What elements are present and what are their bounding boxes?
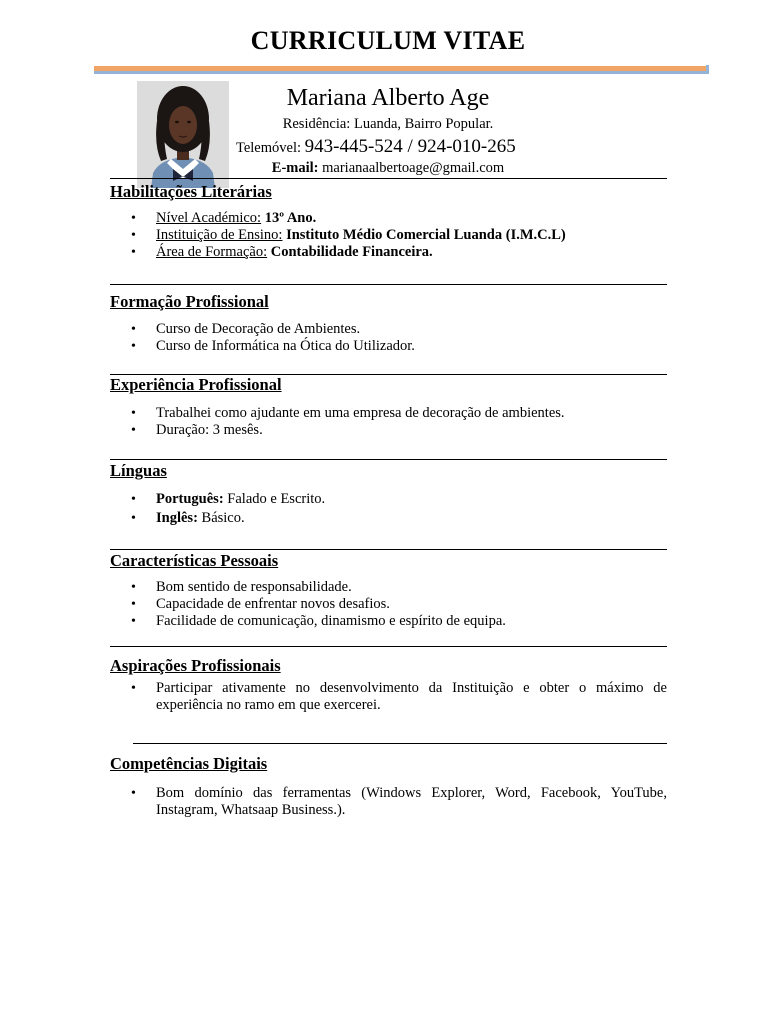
list-item: • Curso de Informática na Ótica do Utilizador. bbox=[110, 338, 667, 355]
languages-list bbox=[110, 491, 667, 528]
section-divider bbox=[110, 646, 667, 647]
residence-line: Residência: Luanda, Bairro Popular. bbox=[282, 116, 494, 132]
item-label: Área de Formação: bbox=[156, 244, 268, 260]
candidate-name: Mariana Alberto Age bbox=[286, 85, 490, 111]
languages-heading: Línguas bbox=[110, 461, 167, 480]
item-value: Básico. bbox=[201, 509, 245, 526]
academic-list bbox=[110, 210, 667, 261]
phone-label: Telemóvel: bbox=[236, 140, 302, 156]
email-line bbox=[240, 160, 536, 177]
item-label: Português: bbox=[156, 491, 224, 507]
list-item bbox=[110, 510, 667, 527]
item-label: Nível Académico: bbox=[156, 210, 262, 226]
list-item: • Facilidade de comunicação, dinamismo e espírito de equipa. bbox=[110, 613, 667, 630]
section-divider bbox=[110, 178, 667, 179]
list-item: • Trabalhei como ajudante em uma empresa de decoração de ambientes. bbox=[110, 405, 667, 422]
item-label: Instituição de Ensino: bbox=[156, 227, 283, 243]
title-divider bbox=[94, 65, 709, 75]
experience-heading: Experiência Profissional bbox=[110, 375, 282, 394]
training-list bbox=[110, 321, 667, 355]
list-item: • Curso de Decoração de Ambientes. bbox=[110, 321, 667, 338]
training-heading: Formação Profissional bbox=[110, 292, 269, 311]
list-item: • Capacidade de enfrentar novos desafios. bbox=[110, 596, 667, 613]
section-divider bbox=[110, 284, 667, 285]
aspirations-heading: Aspirações Profissionais bbox=[110, 656, 281, 675]
section-divider bbox=[110, 549, 667, 550]
academic-heading: Habilitações Literárias bbox=[110, 182, 272, 201]
aspirations-list bbox=[110, 680, 667, 714]
list-item: • Bom sentido de responsabilidade. bbox=[110, 579, 667, 596]
email-label: E-mail: bbox=[271, 160, 319, 176]
profile-photo bbox=[137, 81, 229, 188]
list-item bbox=[110, 491, 667, 508]
item-value: Falado e Escrito. bbox=[227, 491, 326, 507]
item-value: Instituto Médio Comercial Luanda (I.M.C.L) bbox=[286, 227, 566, 243]
title-divider-cap bbox=[706, 65, 709, 74]
email-value: marianaalbertoage@gmail.com bbox=[322, 160, 505, 176]
digital-heading: Competências Digitais bbox=[110, 754, 268, 773]
list-item: • Duração: 3 mesês. bbox=[110, 422, 667, 439]
section-divider bbox=[133, 743, 667, 744]
phone-value: 943-445-524 / 924-010-265 bbox=[304, 136, 516, 157]
personal-heading: Características Pessoais bbox=[110, 551, 279, 570]
list-item: • Participar ativamente no desenvolvimento da Instituição e obter o máximo de experiência no ramo em que exercerei. bbox=[110, 680, 667, 714]
profile-photo-image bbox=[137, 81, 229, 188]
list-item bbox=[110, 244, 667, 261]
list-item bbox=[110, 210, 667, 227]
phone-line bbox=[236, 136, 566, 158]
list-item bbox=[110, 227, 667, 244]
item-value: 13º Ano. bbox=[264, 210, 317, 226]
experience-list bbox=[110, 405, 667, 439]
section-divider bbox=[110, 459, 667, 460]
item-value: Contabilidade Financeira. bbox=[270, 244, 433, 260]
title-divider-blue bbox=[94, 71, 709, 74]
list-item: • Bom domínio das ferramentas (Windows Explorer, Word, Facebook, YouTube, Instagram, Whatsaap Business.). bbox=[110, 785, 667, 819]
personal-list bbox=[110, 579, 667, 630]
digital-list bbox=[110, 785, 667, 819]
item-label: Inglês: bbox=[156, 509, 198, 526]
document-title: CURRICULUM VITAE bbox=[250, 26, 526, 55]
